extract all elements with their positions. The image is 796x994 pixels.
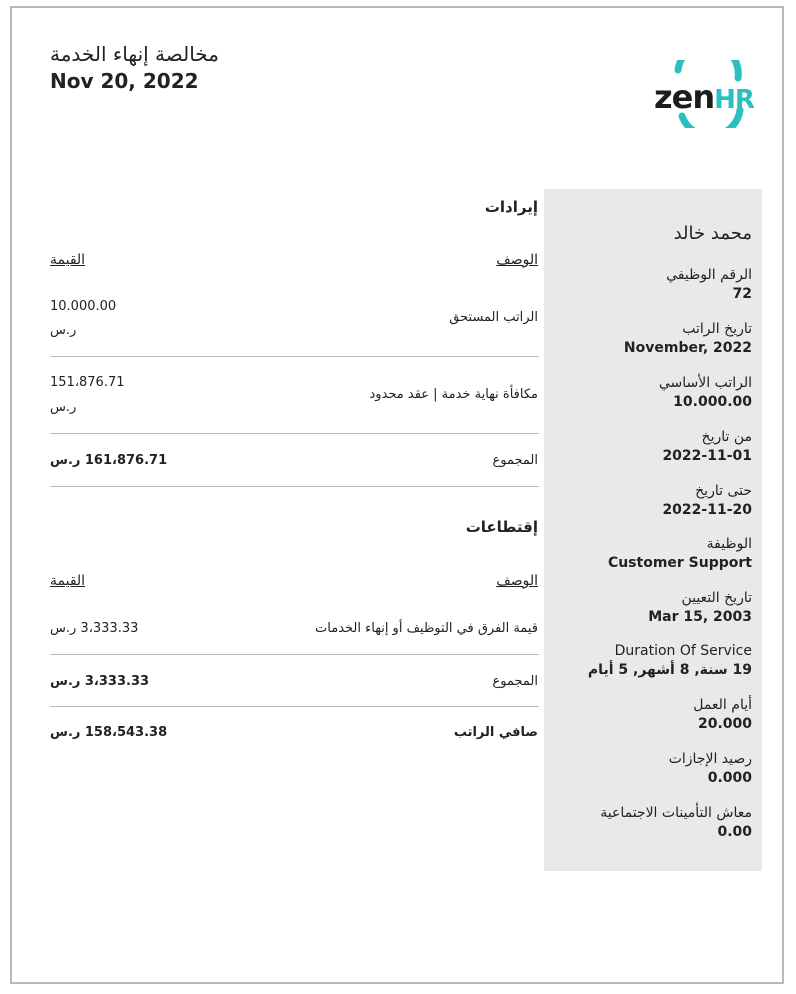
document-title: مخالصة إنهاء الخدمة [50,42,219,66]
earnings-row-desc: مكافأة نهاية خدمة | عقد محدود [369,387,538,402]
field-value: Customer Support [607,555,752,571]
field-job-title [552,536,752,571]
field-label: Duration Of Service [614,643,752,659]
field-label: معاش التأمينات الاجتماعية [600,805,752,821]
divider [50,486,539,487]
earnings-col-value: القيمة [50,252,86,268]
field-value: 19 سنة, 8 أشهر, 5 أيام [587,662,752,678]
earnings-title: إيرادات [484,198,538,216]
divider [50,356,539,357]
deductions-col-description: الوصف [496,573,538,589]
field-working-days [552,697,752,732]
field-label: رصيد الإجازات [668,751,752,767]
field-label: من تاريخ [701,429,752,445]
field-value: 2022-11-01 [662,448,752,464]
earnings-row-currency: ر.س [50,400,77,415]
field-value: 0.000 [707,770,752,786]
deductions-row-amount: 3،333.33 ر.س [50,621,139,636]
divider [50,433,539,434]
field-value: 20.000 [697,716,752,732]
field-label: الرقم الوظيفي [666,267,752,283]
field-label: تاريخ التعيين [681,590,752,606]
employee-info-panel [544,189,762,871]
earnings-total-value: 161،876.71 ر.س [50,453,168,468]
earnings-row-amount: 10.000.00 [50,299,117,314]
earnings-row-currency: ر.س [50,323,77,338]
earnings-col-description: الوصف [496,252,538,268]
field-label: أيام العمل [693,697,752,713]
field-value: 10.000.00 [673,394,752,410]
field-value: Mar 15, 2003 [648,609,752,625]
field-basic-salary [552,375,752,410]
field-label: الراتب الأساسي [658,375,752,391]
divider [50,654,539,655]
employee-name: محمد خالد [673,223,752,244]
company-logo [650,60,754,128]
document-date: Nov 20, 2022 [50,69,199,93]
field-value: November, 2022 [623,340,752,356]
deductions-title: إقتطاعات [465,518,538,536]
field-value: 2022-11-20 [662,502,752,518]
deductions-row-desc: قيمة الفرق في التوظيف أو إنهاء الخدمات [315,621,538,636]
earnings-row-desc: الراتب المستحق [449,310,538,325]
logo-zen-text: zen [654,78,715,116]
field-to-date [552,483,752,518]
field-duration-of-service [552,643,752,678]
earnings-row-amount: 151،876.71 [50,375,125,390]
field-from-date [552,429,752,464]
logo-wordmark [654,78,754,116]
divider [50,706,539,707]
field-leave-balance [552,751,752,786]
field-employee-id [552,267,752,302]
deductions-col-value: القيمة [50,573,86,589]
deductions-total-label: المجموع [492,674,538,689]
field-label: الوظيفة [706,536,752,552]
field-social-insurance [552,805,752,840]
field-label: حتى تاريخ [695,483,752,499]
field-label: تاريخ الراتب [682,321,752,337]
field-hire-date [552,590,752,625]
field-value: 0.00 [717,824,752,840]
deductions-total-value: 3،333.33 ر.س [50,674,150,689]
earnings-total-label: المجموع [492,453,538,468]
logo-hr-text: HR [714,85,754,115]
field-value: 72 [732,286,752,302]
field-salary-date [552,321,752,356]
net-salary-label: صافي الراتب [453,725,538,740]
net-salary-value: 158،543.38 ر.س [50,725,168,740]
